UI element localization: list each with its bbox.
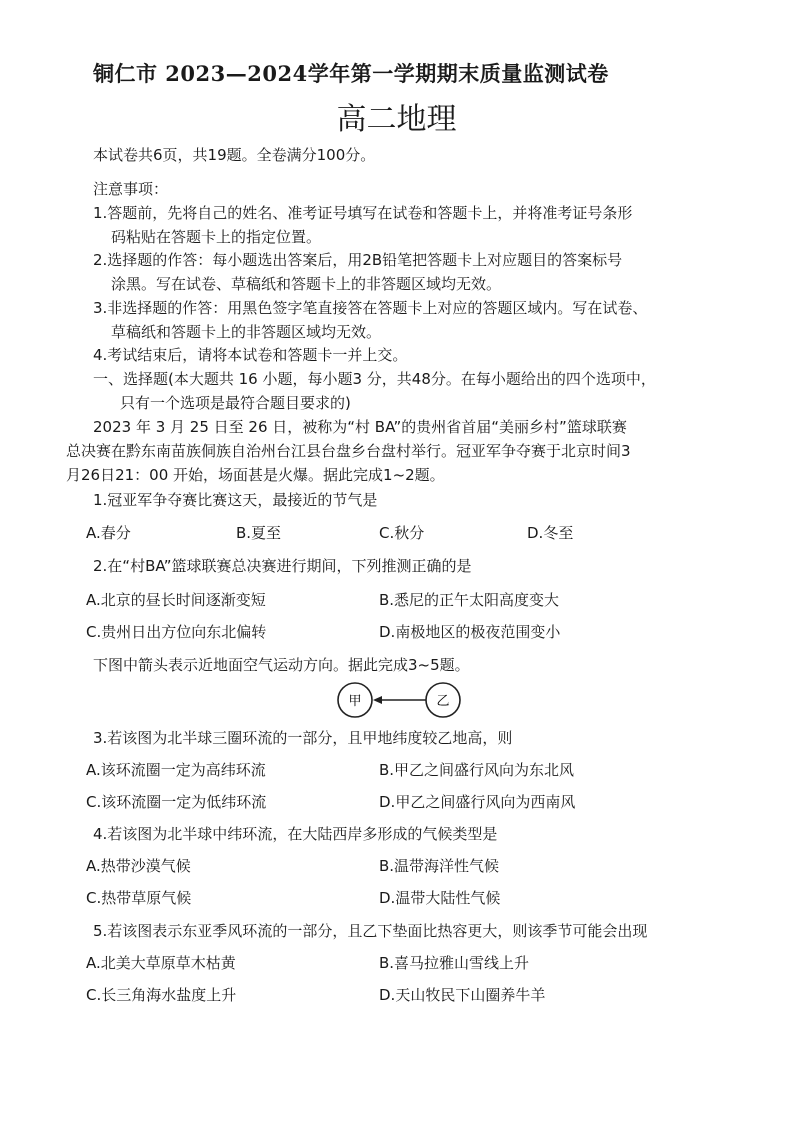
jia-label: 甲 bbox=[348, 694, 362, 709]
q2-option-d: D.南极地区的极夜范围变小 bbox=[379, 623, 561, 641]
notes-heading: 注意事项： bbox=[93, 180, 169, 198]
air-flow-diagram bbox=[335, 678, 465, 722]
note-line: 草稿纸和答题卡上的非答题区域均无效。 bbox=[111, 323, 382, 341]
note-line: 4.考试结束后，请将本试卷和答题卡一并上交。 bbox=[93, 346, 408, 364]
q5-option-a: A.北美大草原草木枯黄 bbox=[86, 954, 236, 972]
q5-option-d: D.天山牧民下山圈养牛羊 bbox=[379, 986, 546, 1004]
q1-option-b: B.夏至 bbox=[236, 524, 282, 542]
q2-option-b: B.悉尼的正午太阳高度变大 bbox=[379, 591, 560, 609]
note-line: 1.答题前，先将自己的姓名、准考证号填写在试卷和答题卡上，并将准考证号条形 bbox=[93, 204, 633, 222]
q5-option-b: B.喜马拉雅山雪线上升 bbox=[379, 954, 530, 972]
q1-option-d: D.冬至 bbox=[527, 524, 574, 542]
q2-option-c: C.贵州日出方位向东北偏转 bbox=[86, 623, 267, 641]
passage-line: 总决赛在黔东南苗族侗族自治州台江县台盘乡台盘村举行。冠亚军争夺赛于北京时间3 bbox=[66, 442, 631, 460]
note-line: 码粘贴在答题卡上的指定位置。 bbox=[111, 228, 322, 246]
q4-option-c: C.热带草原气候 bbox=[86, 889, 192, 907]
q5-option-c: C.长三角海水盐度上升 bbox=[86, 986, 237, 1004]
section-heading: 一、选择题(本大题共 16 小题，每小题3 分，共48分。在每小题给出的四个选项中， bbox=[93, 370, 656, 388]
passage-2: 下图中箭头表示近地面空气运动方向。据此完成3~5题。 bbox=[93, 656, 470, 674]
section-heading-cont: 只有一个选项是最符合题目要求的) bbox=[120, 394, 351, 412]
question-1-stem: 1.冠亚军争夺赛比赛这天，最接近的节气是 bbox=[93, 491, 378, 509]
question-5-stem: 5.若该图表示东亚季风环流的一部分，且乙下垫面比热容更大，则该季节可能会出现 bbox=[93, 922, 648, 940]
arrow-head-icon bbox=[373, 696, 382, 704]
note-line: 3.非选择题的作答：用黑色签字笔直接答在答题卡上对应的答题区域内。写在试卷、 bbox=[93, 299, 648, 317]
yi-label: 乙 bbox=[436, 694, 450, 709]
passage-line: 2023 年 3 月 25 日至 26 日，被称为“村 BA”的贵州省首届“美丽乡村”篮球联赛 bbox=[93, 418, 627, 436]
q4-option-b: B.温带海洋性气候 bbox=[379, 857, 500, 875]
note-line: 涂黑。写在试卷、草稿纸和答题卡上的非答题区域均无效。 bbox=[111, 275, 502, 293]
q3-option-c: C.该环流圈一定为低纬环流 bbox=[86, 793, 267, 811]
q4-option-a: A.热带沙漠气候 bbox=[86, 857, 191, 875]
question-4-stem: 4.若该图为北半球中纬环流，在大陆西岸多形成的气候类型是 bbox=[93, 825, 498, 843]
exam-intro: 本试卷共6页，共19题。全卷满分100分。 bbox=[93, 146, 376, 164]
exam-title: 铜仁市 2023—2024学年第一学期期末质量监测试卷 bbox=[93, 61, 609, 86]
q2-option-a: A.北京的昼长时间逐渐变短 bbox=[86, 591, 266, 609]
q4-option-d: D.温带大陆性气候 bbox=[379, 889, 501, 907]
q1-option-a: A.春分 bbox=[86, 524, 131, 542]
q1-option-c: C.秋分 bbox=[379, 524, 425, 542]
q3-option-a: A.该环流圈一定为高纬环流 bbox=[86, 761, 266, 779]
passage-line: 月26日21：00 开始，场面甚是火爆。据此完成1~2题。 bbox=[66, 466, 445, 484]
question-2-stem: 2.在“村BA”篮球联赛总决赛进行期间，下列推测正确的是 bbox=[93, 557, 472, 575]
question-3-stem: 3.若该图为北半球三圈环流的一部分，且甲地纬度较乙地高，则 bbox=[93, 729, 513, 747]
note-line: 2.选择题的作答：每小题选出答案后，用2B铅笔把答题卡上对应题目的答案标号 bbox=[93, 251, 623, 269]
subject-title: 高二地理 bbox=[336, 102, 457, 137]
q3-option-d: D.甲乙之间盛行风向为西南风 bbox=[379, 793, 576, 811]
q3-option-b: B.甲乙之间盛行风向为东北风 bbox=[379, 761, 575, 779]
